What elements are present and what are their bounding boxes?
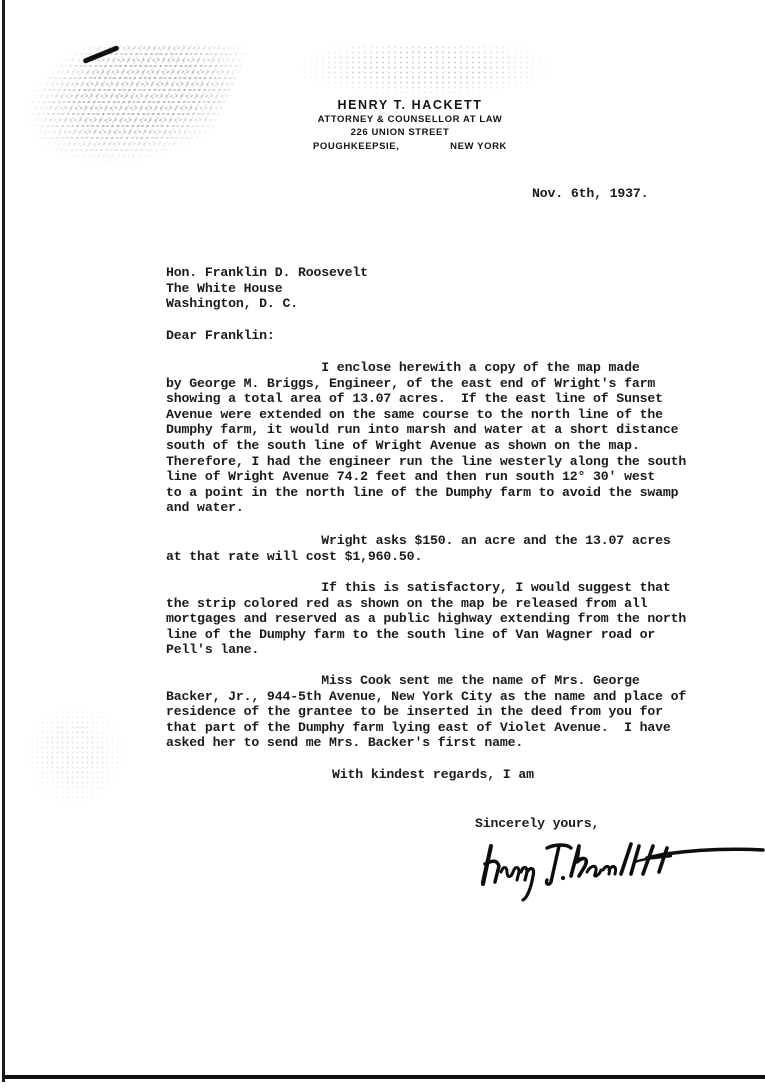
- text-line: Dumphy farm, it would run into marsh and water at a short distance: [166, 422, 679, 438]
- recipient-line: Washington, D. C.: [166, 296, 298, 312]
- text-line: the strip colored red as shown on the map be released from all: [166, 595, 648, 611]
- body-paragraph-2: [166, 533, 671, 564]
- text-line: asked her to send me Mrs. Backer's first name.: [166, 735, 524, 751]
- text-line: line of the Dumphy farm to the south line of Van Wagner road or: [166, 626, 656, 642]
- letterhead-street: 226 UNION STREET: [350, 127, 450, 138]
- ink-mark: [82, 45, 119, 64]
- text-line: Pell's lane.: [166, 642, 260, 658]
- salutation: Dear Franklin:: [166, 328, 275, 343]
- text-line: Therefore, I had the engineer run the line westerly along the south: [166, 453, 687, 469]
- text-line: showing a total area of 13.07 acres. If the east line of Sunset: [166, 391, 663, 407]
- text-line: south of the south line of Wright Avenue as shown on the map.: [166, 437, 640, 453]
- body-paragraph-1: [166, 360, 686, 516]
- text-line: to a point in the north line of the Dumphy farm to avoid the swamp: [166, 484, 679, 500]
- recipient-address: [166, 265, 368, 312]
- text-line: Backer, Jr., 944-5th Avenue, New York City as the name and place of: [166, 688, 687, 704]
- text-line: Avenue were extended on the same course to the north line of the: [166, 406, 663, 422]
- scan-noise-left-margin: [20, 700, 130, 810]
- text-line: at that rate will cost $1,960.50.: [166, 548, 423, 564]
- closing-line: With kindest regards, I am: [332, 767, 534, 782]
- text-line: residence of the grantee to be inserted in the deed from you for: [166, 704, 663, 720]
- scan-noise-top-left: [0, 45, 253, 165]
- recipient-line: Hon. Franklin D. Roosevelt: [166, 265, 368, 280]
- letterhead-name: HENRY T. HACKETT: [337, 98, 483, 112]
- letterhead-title: ATTORNEY & COUNSELLOR AT LAW: [317, 114, 503, 125]
- text-line: by George M. Briggs, Engineer, of the east end of Wright's farm: [166, 375, 656, 391]
- text-line: mortgages and reserved as a public highway extending from the north: [166, 611, 687, 627]
- text-line: line of Wright Avenue 74.2 feet and then run south 12° 30' west: [166, 469, 656, 485]
- recipient-line: The White House: [166, 280, 283, 296]
- letterhead-state: NEW YORK: [450, 141, 507, 152]
- text-line: I enclose herewith a copy of the map made: [166, 360, 640, 375]
- text-line: Wright asks $150. an acre and the 13.07 acres: [166, 533, 671, 548]
- scan-noise-letterhead: [290, 45, 560, 100]
- letterhead-city-line: [300, 141, 520, 152]
- letter-date: Nov. 6th, 1937.: [532, 186, 649, 201]
- body-paragraph-4: [166, 673, 686, 751]
- text-line: that part of the Dumphy farm lying east of Violet Avenue. I have: [166, 719, 671, 735]
- scan-left-edge: [2, 0, 5, 1082]
- signature-image: [475, 832, 765, 902]
- body-paragraph-3: [166, 580, 686, 658]
- letterhead: [300, 98, 520, 152]
- text-line: and water.: [166, 500, 244, 516]
- text-line: Miss Cook sent me the name of Mrs. George: [166, 673, 640, 688]
- scan-bottom-edge: [2, 1075, 765, 1079]
- text-line: If this is satisfactory, I would suggest that: [166, 580, 671, 595]
- sign-off: Sincerely yours,: [475, 816, 600, 831]
- letterhead-city: POUGHKEEPSIE,: [313, 141, 400, 152]
